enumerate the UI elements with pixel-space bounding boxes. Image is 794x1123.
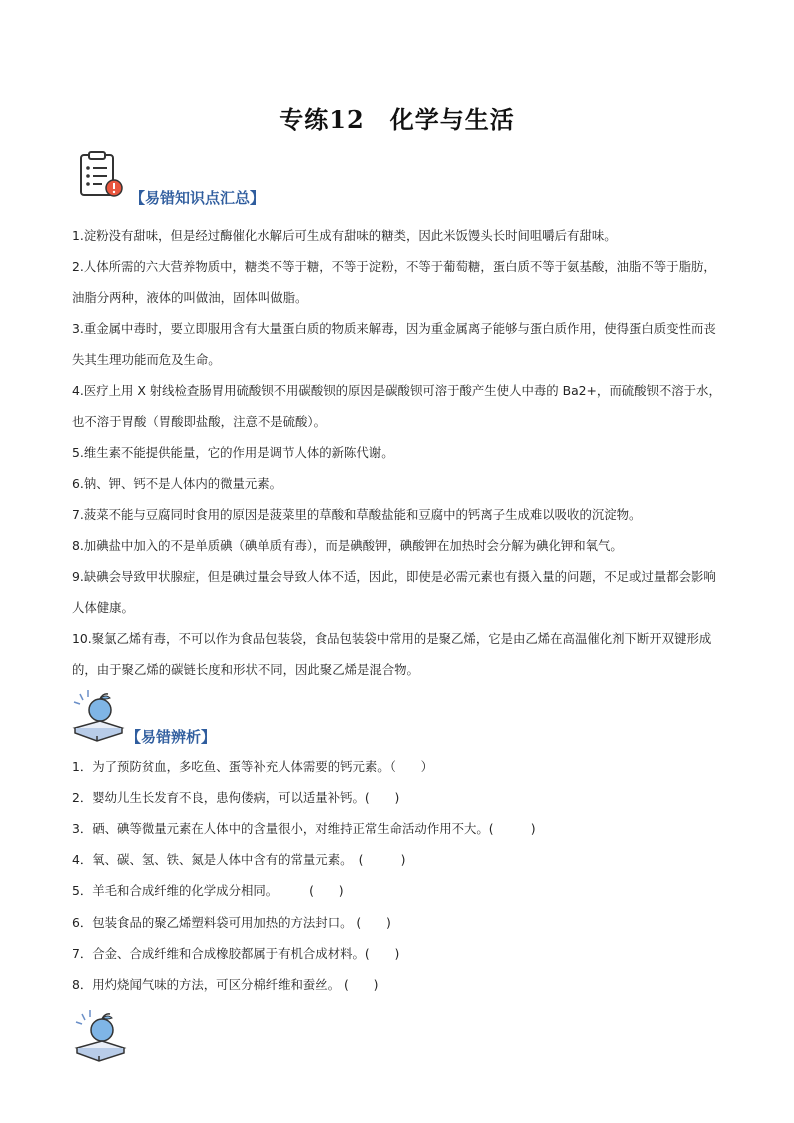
knowledge-point: 6.钠、钾、钙不是人体内的微量元素。 bbox=[72, 476, 283, 491]
section-heading-knowledge: 【易错知识点汇总】 bbox=[130, 189, 266, 207]
judgement-item: 2．婴幼儿生长发育不良，患佝偻病，可以适量补钙。( ) bbox=[72, 790, 400, 805]
apple-book-icon bbox=[72, 1008, 128, 1064]
knowledge-point: 1.淀粉没有甜味，但是经过酶催化水解后可生成有甜味的糖类，因此米饭馒头长时间咀嚼后有甜味。 bbox=[72, 228, 617, 243]
judgement-item: 8．用灼烧闻气味的方法，可区分棉纤维和蚕丝。 ( ) bbox=[72, 977, 379, 992]
knowledge-point: 10.聚氯乙烯有毒，不可以作为食品包装袋，食品包装袋中常用的是聚乙烯，它是由乙烯在高温催化剂下断开双键形成的，由于聚乙烯的碳链长度和形状不同，因此聚乙烯是混合物。 bbox=[72, 631, 712, 677]
judgement-item: 7．合金、合成纤维和合成橡胶都属于有机合成材料。( ) bbox=[72, 946, 400, 961]
judgement-item: 3．硒、碘等微量元素在人体中的含量很小，对维持正常生命活动作用不大。( ) bbox=[72, 821, 536, 836]
knowledge-point: 2.人体所需的六大营养物质中，糖类不等于糖，不等于淀粉，不等于葡萄糖，蛋白质不等于氨基酸，油脂不等于脂肪，油脂分两种，液体的叫做油，固体叫做脂。 bbox=[72, 259, 716, 305]
judgement-item: 6．包装食品的聚乙烯塑料袋可用加热的方法封口。 ( ) bbox=[72, 915, 391, 930]
judgement-item: 4．氧、碳、氢、铁、氮是人体中含有的常量元素。 ( ) bbox=[72, 852, 406, 867]
page-title: 专练12 化学与生活 bbox=[279, 105, 515, 134]
knowledge-point: 5.维生素不能提供能量，它的作用是调节人体的新陈代谢。 bbox=[72, 445, 394, 460]
apple-book-icon bbox=[70, 688, 126, 744]
knowledge-point: 9.缺碘会导致甲状腺症，但是碘过量会导致人体不适，因此，即使是必需元素也有摄入量的问题，不足或过量都会影响人体健康。 bbox=[72, 569, 716, 615]
knowledge-point: 4.医疗上用 X 射线检查肠胃用硫酸钡不用碳酸钡的原因是碳酸钡可溶于酸产生使人中毒的 Ba2+，而硫酸钡不溶于水，也不溶于胃酸（胃酸即盐酸，注意不是硫酸）。 bbox=[72, 383, 721, 429]
clipboard-warning-icon bbox=[76, 150, 126, 200]
knowledge-point: 3.重金属中毒时，要立即服用含有大量蛋白质的物质来解毒，因为重金属离子能够与蛋白质作用，使得蛋白质变性而丧失其生理功能而危及生命。 bbox=[72, 321, 716, 367]
section-heading-judgement: 【易错辨析】 bbox=[126, 728, 217, 746]
judgement-item: 5．羊毛和合成纤维的化学成分相同。 ( ) bbox=[72, 883, 344, 898]
judgement-item: 1．为了预防贫血，多吃鱼、蛋等补充人体需要的钙元素。（ ） bbox=[72, 759, 434, 774]
knowledge-point: 8.加碘盐中加入的不是单质碘（碘单质有毒），而是碘酸钾，碘酸钾在加热时会分解为碘化钾和氧气。 bbox=[72, 538, 623, 553]
knowledge-point: 7.菠菜不能与豆腐同时食用的原因是菠菜里的草酸和草酸盐能和豆腐中的钙离子生成难以吸收的沉淀物。 bbox=[72, 507, 642, 522]
